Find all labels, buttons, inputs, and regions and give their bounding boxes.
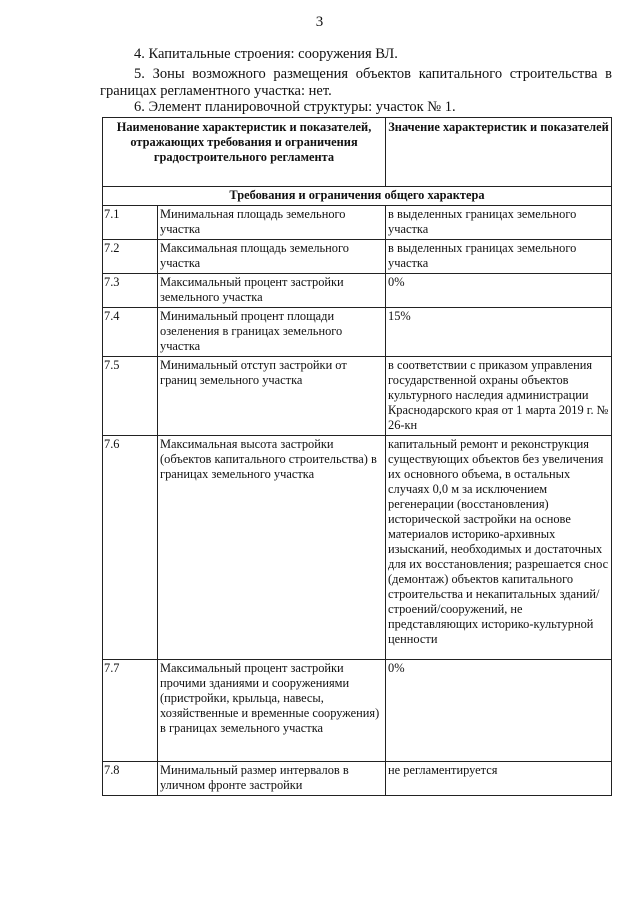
row-value: капитальный ремонт и реконструкция существующих объектов без увеличения их основного объема, в остальных случаях 0,0 м за исключением регенерации (восстановления) исторической застройки на основе материалов историко-архивных изысканий, необходимых и достаточных для их восстановления; разрешается снос (демонтаж) объектов капитального строительства и некапитальных зданий/строений/сооружений, не представляющих историко-культурной ценности <box>386 436 612 660</box>
row-value: 0% <box>386 660 612 762</box>
regulations-table <box>102 117 612 796</box>
row-characteristic: Максимальный процент застройки прочими зданиями и сооружениями (пристройки, крыльца, навесы, хозяйственные и временные сооружения) в границах земельного участка <box>158 660 386 762</box>
row-number: 7.7 <box>103 660 158 762</box>
row-value: в соответствии с приказом управления государственной охраны объектов культурного наследия администрации Краснодарского края от 1 марта 2019 г. № 26-кн <box>386 357 612 436</box>
row-value: 15% <box>386 308 612 357</box>
table-row <box>103 762 612 796</box>
row-number: 7.1 <box>103 206 158 240</box>
row-number: 7.5 <box>103 357 158 436</box>
row-characteristic: Минимальный процент площади озеленения в границах земельного участка <box>158 308 386 357</box>
row-characteristic: Максимальный процент застройки земельного участка <box>158 274 386 308</box>
table-row <box>103 357 612 436</box>
row-characteristic: Максимальная площадь земельного участка <box>158 240 386 274</box>
row-value: 0% <box>386 274 612 308</box>
header-name-cell: Наименование характеристик и показателей, отражающих требования и ограничения градостроительного регламента <box>103 118 386 187</box>
page-number: 3 <box>315 14 324 30</box>
row-number: 7.8 <box>103 762 158 796</box>
row-number: 7.6 <box>103 436 158 660</box>
table-row <box>103 436 612 660</box>
row-characteristic: Минимальный отступ застройки от границ земельного участка <box>158 357 386 436</box>
table-header-row <box>103 118 612 187</box>
row-characteristic: Минимальная площадь земельного участка <box>158 206 386 240</box>
paragraph-capital-structures: 4. Капитальные строения: сооружения ВЛ. <box>134 46 398 62</box>
section-row <box>103 187 612 206</box>
row-value: не регламентируется <box>386 762 612 796</box>
table-row <box>103 206 612 240</box>
section-title: Требования и ограничения общего характера <box>103 187 612 206</box>
table-row <box>103 240 612 274</box>
paragraph-construction-zones: 5. Зоны возможного размещения объектов капитального строительства в границах регламентного участка: нет. <box>100 66 612 99</box>
paragraph-planning-element: 6. Элемент планировочной структуры: участок № 1. <box>134 99 456 115</box>
row-value: в выделенных границах земельного участка <box>386 206 612 240</box>
row-characteristic: Минимальный размер интервалов в уличном фронте застройки <box>158 762 386 796</box>
table-row <box>103 308 612 357</box>
row-number: 7.3 <box>103 274 158 308</box>
header-value-cell: Значение характеристик и показателей <box>386 118 612 187</box>
row-characteristic: Максимальная высота застройки (объектов капитального строительства) в границах земельного участка <box>158 436 386 660</box>
table-row <box>103 274 612 308</box>
table-row <box>103 660 612 762</box>
row-number: 7.4 <box>103 308 158 357</box>
row-value: в выделенных границах земельного участка <box>386 240 612 274</box>
row-number: 7.2 <box>103 240 158 274</box>
